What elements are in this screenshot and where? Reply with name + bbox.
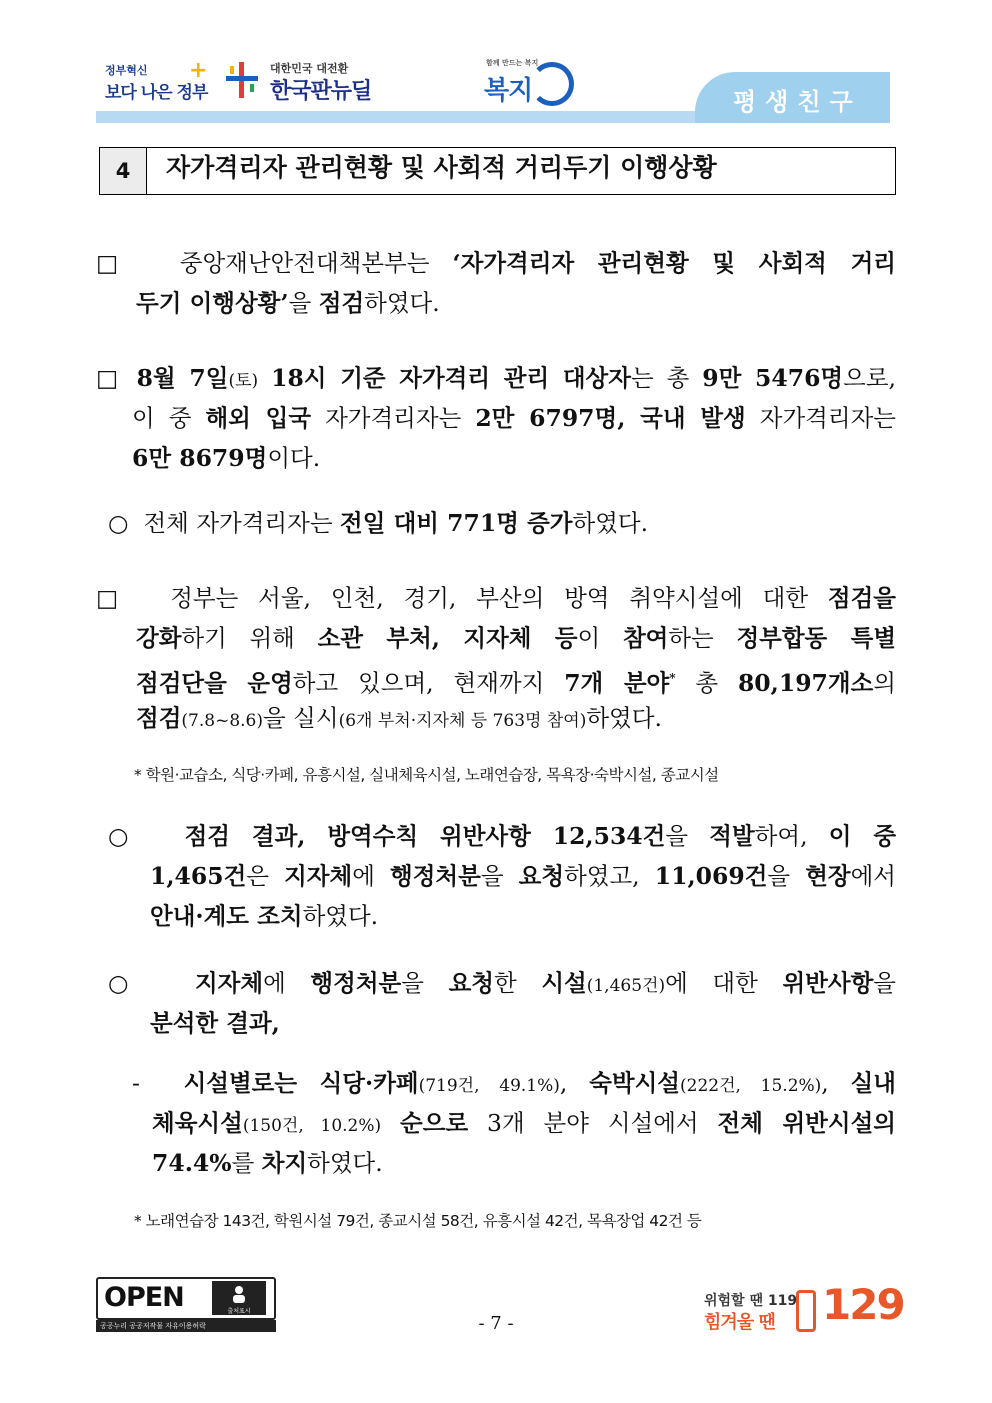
paragraph-line: ○ 지자체에 행정처분을 요청한 시설(1,465건)에 대한 위반사항을 [108, 969, 896, 997]
paragraph-line: 안내·계도 조치하였다. [150, 902, 379, 930]
paragraph-line: 1,465건은 지자체에 행정처분을 요청하였고, 11,069건을 현장에서 [150, 862, 897, 890]
paragraph-2 [96, 358, 896, 478]
footnote-2: * 노래연습장 143건, 학원시설 79건, 종교시설 58건, 유흥시설 42건, 목욕장업 42건 등 [134, 1212, 702, 1230]
logo1-title: 보다 나은 정부 [105, 83, 208, 103]
welfare-caption: 함께 만드는 복지 [486, 59, 539, 67]
paragraph-line: 분석한 결과, [150, 1009, 280, 1037]
open-word: OPEN [104, 1282, 184, 1313]
attribution-icon [212, 1281, 266, 1315]
kogl-open-license-badge [96, 1277, 276, 1332]
hotline-slogan: 힘겨울 땐 [704, 1312, 775, 1333]
paragraph-7 [132, 1063, 896, 1183]
paragraph-line: □ 정부는 서울, 인천, 경기, 부산의 방역 취약시설에 대한 점검을 [96, 584, 896, 612]
new-deal-caption: 대한민국 대전환 [270, 62, 349, 75]
paragraph-6 [108, 963, 896, 1043]
paragraph-line: □ 중앙재난안전대책본부는 ‘자가격리자 관리현황 및 사회적 거리 [96, 249, 896, 277]
paragraph-4 [96, 578, 896, 738]
header-tab [695, 72, 890, 123]
paragraph-5 [108, 816, 896, 936]
section-title: 자가격리자 관리현황 및 사회적 거리두기 이행상황 [166, 153, 717, 182]
hotline-129-logo [704, 1274, 904, 1334]
korean-new-deal-logo [224, 58, 374, 106]
welfare-logo [478, 58, 578, 108]
paragraph-line: 6만 8679명이다. [132, 444, 321, 472]
logo1-caption: 정부혁신 [105, 64, 148, 77]
section-number: 4 [100, 148, 147, 194]
new-deal-title: 한국판뉴딜 [270, 79, 372, 104]
paragraph-line: ○ 점검 결과, 방역수칙 위반사항 12,534건을 적발하여, 이 중 [108, 822, 897, 850]
paragraph-line: 이 중 해외 입국 자가격리자는 2만 6797명, 국내 발생 자가격리자는 [132, 404, 896, 432]
paragraph-line: 체육시설(150건, 10.2%) 순으로 3개 분야 시설에서 전체 위반시설의 [152, 1109, 896, 1137]
new-deal-mark-icon [224, 60, 260, 100]
paragraph-line: ○ 전체 자가격리자는 전일 대비 771명 증가하였다. [108, 509, 649, 537]
paragraph-line: 강화하기 위해 소관 부처, 지자체 등이 참여하는 정부합동 특별 [136, 624, 897, 652]
paragraph-line: - 시설별로는 식당·카페(719건, 49.1%), 숙박시설(222건, 15.2%), 실내 [132, 1069, 896, 1097]
page-number: - 7 - [478, 1313, 514, 1334]
person-icon [229, 1284, 249, 1304]
paragraph-line: 점검단을 운영하고 있으며, 현재까지 7개 분야* 총 80,197개소의 [136, 668, 896, 697]
section-title-box [99, 147, 896, 195]
header-tab-label: 평생친구 [733, 88, 862, 116]
hotline-caption: 위험할 땐 119 [704, 1293, 798, 1309]
paragraph-line: 74.4%를 차지하였다. [152, 1149, 383, 1177]
paragraph-line: □ 8월 7일(토) 18시 기준 자가격리 관리 대상자는 총 9만 5476명으로, [96, 364, 896, 392]
paragraph-3 [108, 503, 896, 543]
hotline-number: 129 [822, 1280, 904, 1329]
plus-icon: + [189, 58, 208, 83]
phone-icon [796, 1290, 816, 1332]
paragraph-line: 점검(7.8~8.6)을 실시(6개 부처·지자체 등 763명 참여)하였다. [136, 704, 662, 732]
attribution-label: 출처표시 [227, 1308, 251, 1315]
welfare-title: 복지 [484, 76, 533, 106]
welfare-arc-icon [530, 62, 574, 106]
footnote-1: * 학원·교습소, 식당·카페, 유흥시설, 실내체육시설, 노래연습장, 목욕장·숙박시설, 종교시설 [134, 766, 719, 784]
government-innovation-logo [103, 60, 213, 106]
open-license-caption: 공공누리 공공저작물 자유이용허락 [96, 1320, 276, 1332]
paragraph-line: 두기 이행상황’을 점검하였다. [136, 289, 440, 317]
paragraph-1 [96, 243, 896, 323]
